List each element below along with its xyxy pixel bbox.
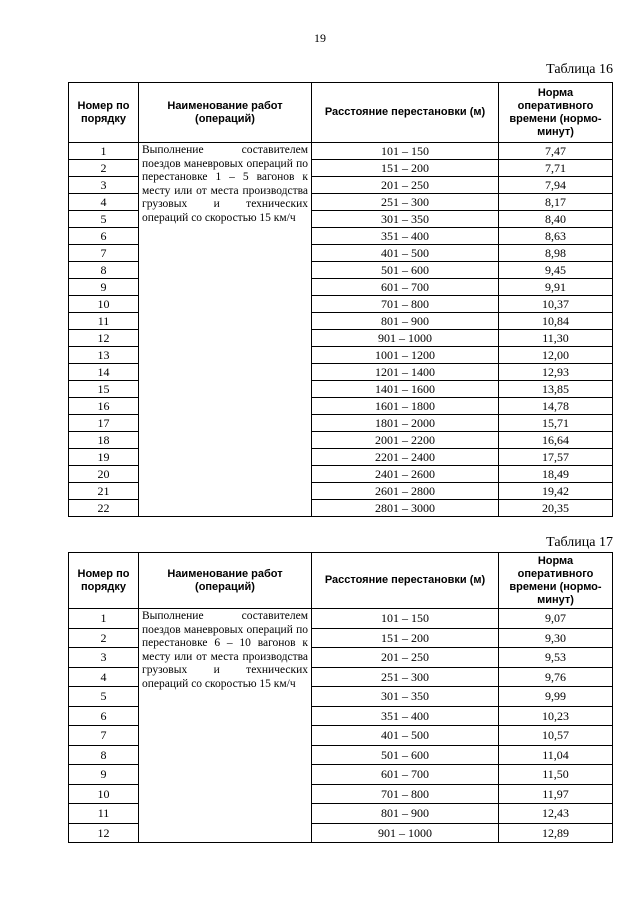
row-number: 5 [69,211,139,228]
header-norm: Норма оперативного времени (нормо-минут) [499,83,613,143]
time-norm: 9,76 [499,667,613,687]
table-17-body [69,609,613,843]
distance-range: 351 – 400 [312,228,499,245]
time-norm: 12,89 [499,823,613,843]
row-number: 15 [69,381,139,398]
table-row [69,143,613,160]
time-norm: 9,45 [499,262,613,279]
distance-range: 1401 – 1600 [312,381,499,398]
distance-range: 601 – 700 [312,279,499,296]
header-number: Номер по порядку [69,83,139,143]
distance-range: 251 – 300 [312,194,499,211]
distance-range: 2001 – 2200 [312,432,499,449]
table-16-caption: Таблица 16 [546,62,613,77]
row-number: 22 [69,500,139,517]
distance-range: 2201 – 2400 [312,449,499,466]
row-number: 4 [69,194,139,211]
row-number: 12 [69,330,139,347]
time-norm: 11,04 [499,745,613,765]
distance-range: 801 – 900 [312,804,499,824]
distance-range: 1801 – 2000 [312,415,499,432]
table-16 [68,82,613,517]
time-norm: 12,43 [499,804,613,824]
row-number: 8 [69,262,139,279]
row-number: 9 [69,279,139,296]
row-number: 6 [69,228,139,245]
time-norm: 8,40 [499,211,613,228]
time-norm: 11,50 [499,765,613,785]
distance-range: 301 – 350 [312,211,499,228]
distance-range: 251 – 300 [312,667,499,687]
row-number: 1 [69,143,139,160]
time-norm: 18,49 [499,466,613,483]
time-norm: 9,30 [499,628,613,648]
time-norm: 10,37 [499,296,613,313]
time-norm: 12,00 [499,347,613,364]
distance-range: 101 – 150 [312,143,499,160]
row-number: 1 [69,609,139,629]
distance-range: 601 – 700 [312,765,499,785]
operation-description: Выполнение составителем поездов маневровых операций по перестановке 6 – 10 вагонов к месту или от места производства грузовых и технических операций со скоростью 15 км/ч [139,609,312,843]
row-number: 8 [69,745,139,765]
distance-range: 151 – 200 [312,160,499,177]
row-number: 3 [69,648,139,668]
time-norm: 11,97 [499,784,613,804]
row-number: 20 [69,466,139,483]
row-number: 14 [69,364,139,381]
distance-range: 1601 – 1800 [312,398,499,415]
table-header-row [69,553,613,609]
row-number: 4 [69,667,139,687]
table-16-body [69,143,613,517]
header-operation: Наименование работ (операций) [139,83,312,143]
header-number: Номер по порядку [69,553,139,609]
time-norm: 11,30 [499,330,613,347]
distance-range: 101 – 150 [312,609,499,629]
table-row [69,609,613,629]
time-norm: 14,78 [499,398,613,415]
table-17 [68,552,613,843]
header-distance: Расстояние перестановки (м) [312,553,499,609]
time-norm: 10,23 [499,706,613,726]
distance-range: 301 – 350 [312,687,499,707]
row-number: 18 [69,432,139,449]
row-number: 2 [69,160,139,177]
time-norm: 16,64 [499,432,613,449]
time-norm: 8,63 [499,228,613,245]
distance-range: 151 – 200 [312,628,499,648]
row-number: 3 [69,177,139,194]
time-norm: 7,94 [499,177,613,194]
row-number: 11 [69,804,139,824]
distance-range: 201 – 250 [312,177,499,194]
time-norm: 10,57 [499,726,613,746]
time-norm: 17,57 [499,449,613,466]
distance-range: 1201 – 1400 [312,364,499,381]
distance-range: 2401 – 2600 [312,466,499,483]
time-norm: 9,53 [499,648,613,668]
row-number: 17 [69,415,139,432]
distance-range: 901 – 1000 [312,823,499,843]
distance-range: 201 – 250 [312,648,499,668]
time-norm: 9,91 [499,279,613,296]
header-operation: Наименование работ (операций) [139,553,312,609]
header-norm: Норма оперативного времени (нормо-минут) [499,553,613,609]
header-distance: Расстояние перестановки (м) [312,83,499,143]
row-number: 21 [69,483,139,500]
distance-range: 701 – 800 [312,784,499,804]
table-17-caption: Таблица 17 [546,535,613,550]
time-norm: 13,85 [499,381,613,398]
operation-description: Выполнение составителем поездов маневровых операций по перестановке 1 – 5 вагонов к месту или от места производства грузовых и технических операций со скоростью 15 км/ч [139,143,312,517]
row-number: 5 [69,687,139,707]
distance-range: 801 – 900 [312,313,499,330]
row-number: 10 [69,296,139,313]
time-norm: 7,71 [499,160,613,177]
row-number: 7 [69,245,139,262]
time-norm: 12,93 [499,364,613,381]
table-header-row [69,83,613,143]
row-number: 12 [69,823,139,843]
distance-range: 2601 – 2800 [312,483,499,500]
distance-range: 501 – 600 [312,262,499,279]
distance-range: 351 – 400 [312,706,499,726]
distance-range: 701 – 800 [312,296,499,313]
row-number: 16 [69,398,139,415]
row-number: 13 [69,347,139,364]
distance-range: 401 – 500 [312,245,499,262]
row-number: 10 [69,784,139,804]
time-norm: 19,42 [499,483,613,500]
distance-range: 401 – 500 [312,726,499,746]
time-norm: 10,84 [499,313,613,330]
time-norm: 8,98 [499,245,613,262]
row-number: 19 [69,449,139,466]
row-number: 11 [69,313,139,330]
row-number: 9 [69,765,139,785]
time-norm: 20,35 [499,500,613,517]
distance-range: 501 – 600 [312,745,499,765]
time-norm: 9,99 [499,687,613,707]
distance-range: 2801 – 3000 [312,500,499,517]
time-norm: 15,71 [499,415,613,432]
time-norm: 9,07 [499,609,613,629]
row-number: 7 [69,726,139,746]
page-number: 19 [314,31,326,45]
time-norm: 7,47 [499,143,613,160]
distance-range: 901 – 1000 [312,330,499,347]
time-norm: 8,17 [499,194,613,211]
distance-range: 1001 – 1200 [312,347,499,364]
row-number: 2 [69,628,139,648]
row-number: 6 [69,706,139,726]
